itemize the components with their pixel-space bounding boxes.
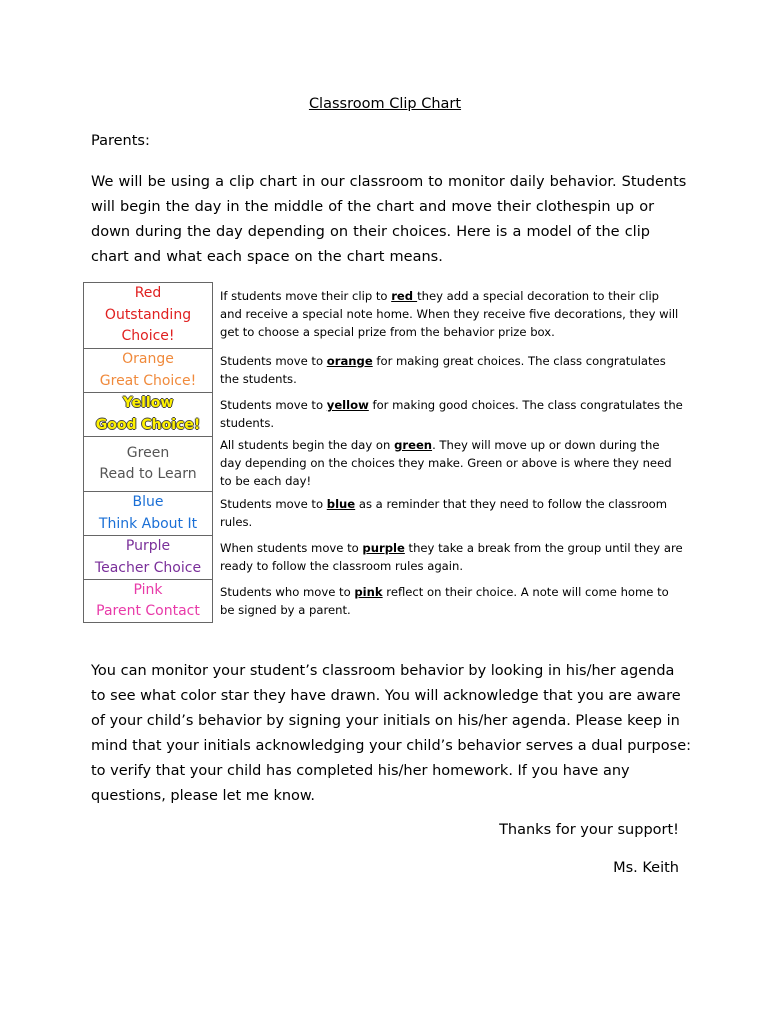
- chart-row-orange: [83, 348, 683, 392]
- chart-label-pink: Pink Parent Contact: [83, 579, 213, 623]
- chart-label-red: Red Outstanding Choice!: [83, 282, 213, 348]
- chart-row-yellow: [83, 392, 683, 436]
- chart-desc-blue: Students move to blue as a reminder that they need to follow the classroom rules.: [220, 497, 668, 529]
- chart-row-purple: [83, 535, 683, 579]
- closing-paragraph: You can monitor your student’s classroom behavior by looking in his/her agenda to see what color star they have drawn. You will acknowledge that you are aware of your child’s behavior by signing your initials on his/her agenda. Please keep in mind that your initials acknowledging your child’s behavior serves a dual purpose: to verify that your child has completed his/her homework. If you have any questions, please let me know.: [91, 663, 691, 804]
- page-title: Classroom Clip Chart: [308, 96, 462, 112]
- thanks-line: Thanks for your support!: [499, 822, 679, 838]
- chart-desc-green: All students begin the day on green. They will move up or down during the day depending on the choices they make. Green or above is where they need to be each day!: [220, 438, 672, 488]
- intro-paragraph: We will be using a clip chart in our classroom to monitor daily behavior. Students will begin the day in the middle of the chart and move their clothespin up or down during the day depending on their choices. Here is a model of the clip chart and what each space on the chart means.: [91, 174, 687, 265]
- chart-desc-yellow: Students move to yellow for making good choices. The class congratulates the students.: [220, 398, 683, 430]
- chart-desc-purple: When students move to purple they take a break from the group until they are ready to follow the classroom rules again.: [220, 541, 683, 573]
- chart-desc-pink: Students who move to pink reflect on their choice. A note will come home to be signed by a parent.: [220, 585, 669, 617]
- clip-chart-table: [83, 282, 683, 623]
- chart-row-red: [83, 282, 683, 348]
- greeting: Parents:: [91, 133, 150, 149]
- chart-row-pink: [83, 579, 683, 623]
- chart-label-green: Green Read to Learn: [83, 436, 213, 491]
- chart-desc-red: If students move their clip to red they add a special decoration to their clip and receive a special note home. When they receive five decorations, they will get to choose a special prize from the behavior prize box.: [220, 289, 679, 339]
- chart-label-purple: Purple Teacher Choice: [83, 535, 213, 579]
- chart-label-blue: Blue Think About It: [83, 491, 213, 535]
- chart-row-blue: [83, 491, 683, 535]
- chart-row-green: [83, 436, 683, 491]
- chart-label-orange: Orange Great Choice!: [83, 348, 213, 392]
- signature: Ms. Keith: [613, 860, 679, 876]
- chart-label-yellow: Yellow Good Choice!: [83, 392, 213, 436]
- chart-desc-orange: Students move to orange for making great choices. The class congratulates the students.: [220, 354, 666, 386]
